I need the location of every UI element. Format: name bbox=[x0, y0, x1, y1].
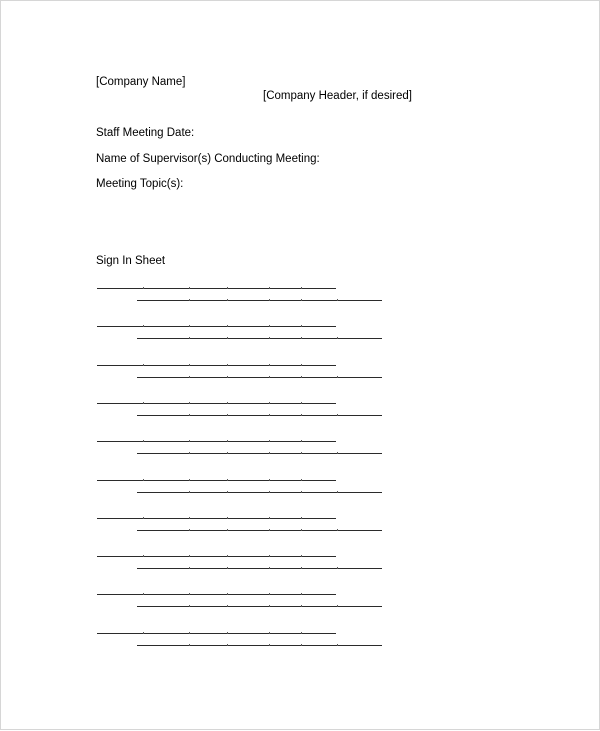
sign-in-row bbox=[1, 633, 600, 653]
line-segment-tick bbox=[227, 414, 228, 416]
line-segment-tick bbox=[269, 517, 270, 519]
meeting-date-label: Staff Meeting Date: bbox=[96, 127, 195, 139]
line-segment-tick bbox=[189, 517, 190, 519]
line-segment-tick bbox=[189, 364, 190, 366]
line-segment-tick bbox=[269, 593, 270, 595]
line-segment-tick bbox=[143, 632, 144, 634]
details-blank-line bbox=[137, 645, 382, 646]
line-segment-tick bbox=[269, 299, 270, 301]
line-segment-tick bbox=[227, 287, 228, 289]
line-segment-tick bbox=[189, 567, 190, 569]
sign-in-sheet-title: Sign In Sheet bbox=[96, 255, 166, 267]
sign-in-row bbox=[1, 288, 600, 308]
details-blank-line bbox=[137, 492, 382, 493]
line-segment-tick bbox=[337, 529, 338, 531]
line-segment-tick bbox=[227, 402, 228, 404]
line-segment-tick bbox=[269, 287, 270, 289]
line-segment-tick bbox=[227, 593, 228, 595]
line-segment-tick bbox=[337, 491, 338, 493]
line-segment-tick bbox=[269, 491, 270, 493]
details-blank-line bbox=[137, 453, 382, 454]
line-segment-tick bbox=[143, 593, 144, 595]
line-segment-tick bbox=[301, 605, 302, 607]
line-segment-tick bbox=[337, 644, 338, 646]
line-segment-tick bbox=[269, 555, 270, 557]
line-segment-tick bbox=[269, 479, 270, 481]
line-segment-tick bbox=[301, 440, 302, 442]
line-segment-tick bbox=[143, 440, 144, 442]
line-segment-tick bbox=[301, 593, 302, 595]
sign-in-row bbox=[1, 403, 600, 423]
sign-in-row bbox=[1, 365, 600, 385]
line-segment-tick bbox=[189, 529, 190, 531]
details-blank-line bbox=[137, 530, 382, 531]
line-segment-tick bbox=[227, 299, 228, 301]
line-segment-tick bbox=[301, 376, 302, 378]
details-blank-line bbox=[137, 606, 382, 607]
line-segment-tick bbox=[269, 632, 270, 634]
line-segment-tick bbox=[301, 517, 302, 519]
line-segment-tick bbox=[301, 555, 302, 557]
line-segment-tick bbox=[189, 337, 190, 339]
sign-in-row bbox=[1, 480, 600, 500]
line-segment-tick bbox=[301, 325, 302, 327]
line-segment-tick bbox=[301, 299, 302, 301]
sign-in-row bbox=[1, 518, 600, 538]
line-segment-tick bbox=[301, 529, 302, 531]
line-segment-tick bbox=[189, 299, 190, 301]
sign-in-row bbox=[1, 594, 600, 614]
line-segment-tick bbox=[301, 364, 302, 366]
line-segment-tick bbox=[143, 325, 144, 327]
line-segment-tick bbox=[227, 364, 228, 366]
line-segment-tick bbox=[227, 632, 228, 634]
line-segment-tick bbox=[227, 605, 228, 607]
details-blank-line bbox=[137, 568, 382, 569]
line-segment-tick bbox=[189, 593, 190, 595]
line-segment-tick bbox=[227, 440, 228, 442]
sign-in-row bbox=[1, 556, 600, 576]
line-segment-tick bbox=[301, 491, 302, 493]
details-blank-line bbox=[137, 338, 382, 339]
line-segment-tick bbox=[143, 517, 144, 519]
line-segment-tick bbox=[227, 491, 228, 493]
line-segment-tick bbox=[337, 376, 338, 378]
line-segment-tick bbox=[301, 337, 302, 339]
line-segment-tick bbox=[269, 325, 270, 327]
line-segment-tick bbox=[269, 402, 270, 404]
line-segment-tick bbox=[189, 414, 190, 416]
sign-in-row bbox=[1, 326, 600, 346]
line-segment-tick bbox=[189, 632, 190, 634]
line-segment-tick bbox=[189, 491, 190, 493]
line-segment-tick bbox=[227, 452, 228, 454]
line-segment-tick bbox=[301, 644, 302, 646]
line-segment-tick bbox=[189, 479, 190, 481]
line-segment-tick bbox=[189, 376, 190, 378]
line-segment-tick bbox=[227, 567, 228, 569]
line-segment-tick bbox=[227, 555, 228, 557]
line-segment-tick bbox=[269, 414, 270, 416]
line-segment-tick bbox=[269, 337, 270, 339]
details-blank-line bbox=[137, 377, 382, 378]
line-segment-tick bbox=[227, 644, 228, 646]
line-segment-tick bbox=[337, 337, 338, 339]
line-segment-tick bbox=[143, 364, 144, 366]
line-segment-tick bbox=[189, 402, 190, 404]
meeting-topics-label: Meeting Topic(s): bbox=[96, 178, 184, 190]
details-blank-line bbox=[137, 300, 382, 301]
line-segment-tick bbox=[337, 299, 338, 301]
line-segment-tick bbox=[143, 555, 144, 557]
line-segment-tick bbox=[337, 605, 338, 607]
line-segment-tick bbox=[301, 632, 302, 634]
supervisor-label: Name of Supervisor(s) Conducting Meeting: bbox=[96, 153, 320, 165]
line-segment-tick bbox=[269, 567, 270, 569]
sign-in-lines bbox=[1, 1, 600, 731]
line-segment-tick bbox=[337, 452, 338, 454]
line-segment-tick bbox=[227, 479, 228, 481]
line-segment-tick bbox=[301, 414, 302, 416]
line-segment-tick bbox=[227, 529, 228, 531]
line-segment-tick bbox=[301, 402, 302, 404]
line-segment-tick bbox=[301, 479, 302, 481]
line-segment-tick bbox=[189, 287, 190, 289]
line-segment-tick bbox=[227, 337, 228, 339]
line-segment-tick bbox=[269, 440, 270, 442]
line-segment-tick bbox=[143, 402, 144, 404]
line-segment-tick bbox=[227, 325, 228, 327]
line-segment-tick bbox=[189, 440, 190, 442]
line-segment-tick bbox=[143, 287, 144, 289]
line-segment-tick bbox=[189, 605, 190, 607]
line-segment-tick bbox=[269, 529, 270, 531]
line-segment-tick bbox=[143, 479, 144, 481]
line-segment-tick bbox=[301, 567, 302, 569]
line-segment-tick bbox=[337, 414, 338, 416]
line-segment-tick bbox=[337, 567, 338, 569]
line-segment-tick bbox=[189, 555, 190, 557]
line-segment-tick bbox=[301, 287, 302, 289]
line-segment-tick bbox=[189, 644, 190, 646]
sign-in-row bbox=[1, 441, 600, 461]
company-header-placeholder: [Company Header, if desired] bbox=[263, 90, 412, 102]
line-segment-tick bbox=[269, 605, 270, 607]
line-segment-tick bbox=[301, 452, 302, 454]
details-blank-line bbox=[137, 415, 382, 416]
company-name-placeholder: [Company Name] bbox=[96, 76, 186, 88]
line-segment-tick bbox=[189, 325, 190, 327]
line-segment-tick bbox=[269, 376, 270, 378]
line-segment-tick bbox=[227, 517, 228, 519]
line-segment-tick bbox=[227, 376, 228, 378]
line-segment-tick bbox=[269, 644, 270, 646]
line-segment-tick bbox=[269, 364, 270, 366]
line-segment-tick bbox=[269, 452, 270, 454]
line-segment-tick bbox=[189, 452, 190, 454]
